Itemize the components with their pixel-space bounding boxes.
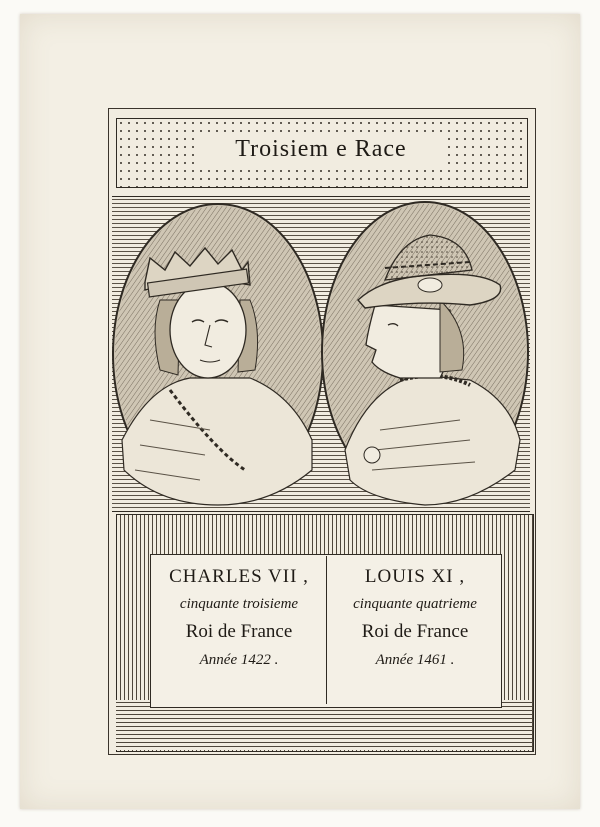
king-name-right: LOUIS XI ,	[364, 566, 466, 587]
caption-left	[154, 564, 324, 672]
king-role-left: Roi de France	[185, 621, 293, 642]
king-name-left: CHARLES VII ,	[169, 566, 309, 587]
caption-divider	[326, 556, 327, 704]
plate-title: Troisiem e Race	[200, 134, 442, 164]
king-ordinal-left: cinquante troisieme	[179, 596, 299, 612]
king-role-right: Roi de France	[361, 621, 469, 642]
caption-right	[330, 564, 500, 672]
king-year-left: Année 1422 .	[199, 652, 279, 668]
portrait-right	[322, 202, 528, 505]
king-year-right: Année 1461 .	[375, 652, 455, 668]
portrait-left	[113, 204, 323, 505]
king-ordinal-right: cinquante quatrieme	[353, 596, 477, 612]
